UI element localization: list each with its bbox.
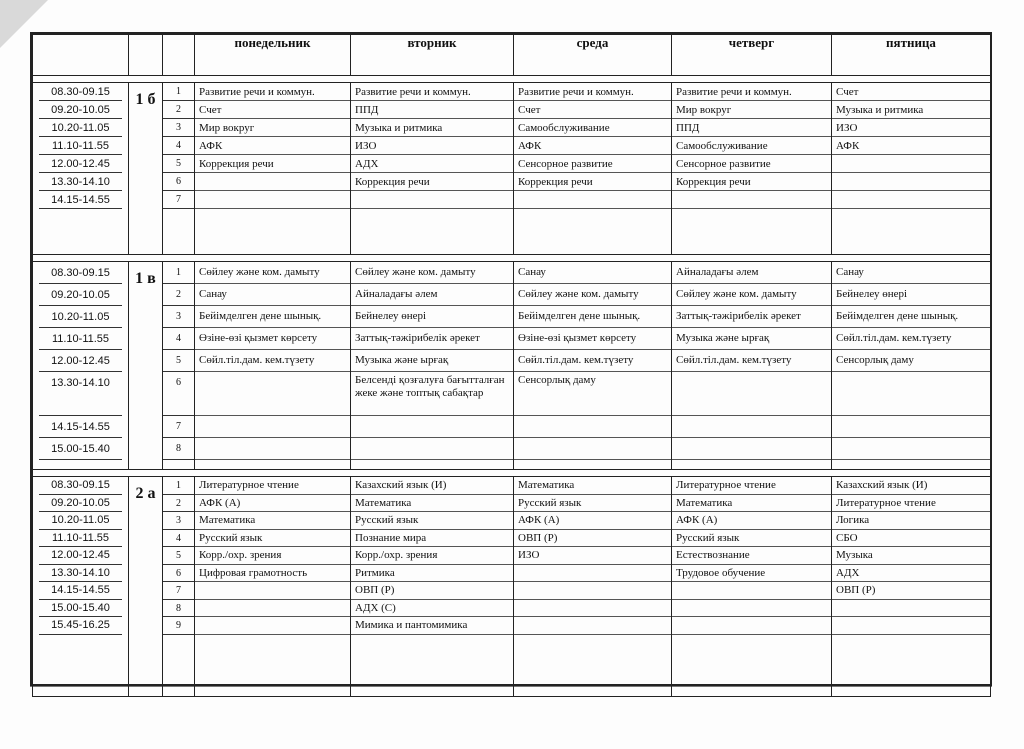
- lesson-number: 1: [163, 477, 194, 495]
- class-block-1b: [33, 83, 991, 255]
- lesson-subject: [195, 438, 350, 460]
- lesson-subject: Сөйл.тіл.дам. кем.түзету: [672, 350, 831, 372]
- lesson-subject: Развитие речи и коммун.: [351, 83, 513, 101]
- header-row: [33, 35, 991, 76]
- time-slot: 15.00-15.40: [39, 438, 122, 460]
- lesson-subject: Математика: [351, 495, 513, 513]
- lesson-subject: Белсенді қозғалуға бағытталған жеке және топтық сабақтар: [351, 372, 513, 416]
- lesson-subject: Самообслуживание: [514, 119, 671, 137]
- lesson-subject: Казахский язык (И): [832, 477, 990, 495]
- lesson-subject: Самообслуживание: [672, 137, 831, 155]
- lesson-subject: АФК: [195, 137, 350, 155]
- lesson-subject: [832, 600, 990, 618]
- time-slot: 10.20-11.05: [39, 306, 122, 328]
- time-slot: 15.45-16.25: [39, 617, 122, 635]
- lesson-subject: ОВП (Р): [832, 582, 990, 600]
- time-slot: 09.20-10.05: [39, 101, 122, 119]
- lesson-subject: Санау: [832, 262, 990, 284]
- lesson-number: 2: [163, 101, 194, 119]
- lesson-subject: Коррекция речи: [195, 155, 350, 173]
- lesson-number: 8: [163, 438, 194, 460]
- lesson-subject: [195, 372, 350, 416]
- time-slot: 12.00-12.45: [39, 350, 122, 372]
- lesson-subject: Музыка и ритмика: [832, 101, 990, 119]
- lesson-subject: Сөйлеу және ком. дамыту: [672, 284, 831, 306]
- schedule-table: [32, 34, 991, 697]
- lesson-subject: Заттық-тәжірибелік әрекет: [672, 306, 831, 328]
- lesson-subject: [514, 582, 671, 600]
- lesson-subject: [832, 173, 990, 191]
- time-slot: 14.15-14.55: [39, 416, 122, 438]
- lesson-subject: Цифровая грамотность: [195, 565, 350, 583]
- day-cell: [672, 477, 832, 697]
- times-cell: [33, 477, 129, 697]
- lesson-subject: Развитие речи и коммун.: [195, 83, 350, 101]
- day-cell: [514, 477, 672, 697]
- time-slot: 11.10-11.55: [39, 137, 122, 155]
- day-cell: [672, 83, 832, 255]
- time-slot: 13.30-14.10: [39, 372, 122, 416]
- lesson-subject: АДХ (С): [351, 600, 513, 618]
- lesson-number: 5: [163, 350, 194, 372]
- lesson-subject: Музыка және ырғақ: [672, 328, 831, 350]
- day-cell: [195, 83, 351, 255]
- lesson-subject: Өзіне-өзі қызмет көрсету: [514, 328, 671, 350]
- lesson-subject: [351, 438, 513, 460]
- lesson-number: 4: [163, 137, 194, 155]
- lesson-subject: Развитие речи и коммун.: [514, 83, 671, 101]
- time-slot: 11.10-11.55: [39, 530, 122, 548]
- lesson-subject: Сенсорное развитие: [514, 155, 671, 173]
- lesson-subject: ОВП (Р): [514, 530, 671, 548]
- lesson-subject: Коррекция речи: [672, 173, 831, 191]
- lesson-subject: Мир вокруг: [672, 101, 831, 119]
- lesson-subject: Литературное чтение: [832, 495, 990, 513]
- lesson-subject: Бейімделген дене шынық.: [195, 306, 350, 328]
- lesson-number: 6: [163, 372, 194, 416]
- lesson-number: 5: [163, 547, 194, 565]
- lesson-subject: Сөйл.тіл.дам. кем.түзету: [195, 350, 350, 372]
- lesson-subject: ППД: [672, 119, 831, 137]
- day-cell: [514, 83, 672, 255]
- lesson-subject: Сенсорлық даму: [832, 350, 990, 372]
- numbers-cell: [163, 477, 195, 697]
- lesson-number: 1: [163, 83, 194, 101]
- lesson-subject: [195, 582, 350, 600]
- lesson-subject: Корр./охр. зрения: [351, 547, 513, 565]
- time-slot: 09.20-10.05: [39, 495, 122, 513]
- lesson-subject: [832, 372, 990, 416]
- time-slot: 10.20-11.05: [39, 512, 122, 530]
- lesson-subject: Заттық-тәжірибелік әрекет: [351, 328, 513, 350]
- lesson-subject: [195, 617, 350, 635]
- day-header-friday: пятница: [832, 35, 991, 76]
- lesson-subject: Математика: [672, 495, 831, 513]
- day-cell: [195, 262, 351, 470]
- lesson-subject: Бейнелеу өнері: [351, 306, 513, 328]
- lesson-subject: Математика: [195, 512, 350, 530]
- lesson-subject: Бейнелеу өнері: [832, 284, 990, 306]
- lesson-subject: ОВП (Р): [351, 582, 513, 600]
- lesson-subject: Логика: [832, 512, 990, 530]
- lesson-subject: [351, 191, 513, 209]
- block-gap: [33, 76, 991, 83]
- lesson-subject: АФК: [514, 137, 671, 155]
- lesson-subject: Мимика и пантомимика: [351, 617, 513, 635]
- header-time-col: [33, 35, 129, 76]
- lesson-subject: [672, 438, 831, 460]
- time-slot: 12.00-12.45: [39, 547, 122, 565]
- day-cell: [672, 262, 832, 470]
- time-slot: 11.10-11.55: [39, 328, 122, 350]
- lesson-subject: [832, 416, 990, 438]
- lesson-subject: [672, 617, 831, 635]
- lesson-subject: [514, 565, 671, 583]
- lesson-subject: Развитие речи и коммун.: [672, 83, 831, 101]
- lesson-number: 7: [163, 191, 194, 209]
- lesson-subject: [195, 191, 350, 209]
- time-slot: 14.15-14.55: [39, 191, 122, 209]
- lesson-number: 3: [163, 512, 194, 530]
- lesson-number: 6: [163, 565, 194, 583]
- class-label: 1 б: [135, 91, 156, 108]
- lesson-subject: Сөйл.тіл.дам. кем.түзету: [514, 350, 671, 372]
- lesson-subject: ППД: [351, 101, 513, 119]
- lesson-subject: Познание мира: [351, 530, 513, 548]
- lesson-subject: ИЗО: [514, 547, 671, 565]
- time-slot: 10.20-11.05: [39, 119, 122, 137]
- lesson-subject: Сенсорное развитие: [672, 155, 831, 173]
- lesson-subject: Бейімделген дене шынық.: [832, 306, 990, 328]
- lesson-subject: Счет: [195, 101, 350, 119]
- time-slot: 13.30-14.10: [39, 565, 122, 583]
- lesson-subject: Санау: [195, 284, 350, 306]
- lesson-subject: [514, 416, 671, 438]
- time-slot: 15.00-15.40: [39, 600, 122, 618]
- block-gap: [33, 255, 991, 262]
- lesson-subject: [351, 416, 513, 438]
- time-slot: 09.20-10.05: [39, 284, 122, 306]
- lesson-subject: Бейімделген дене шынық.: [514, 306, 671, 328]
- class-block-2a: [33, 477, 991, 697]
- lesson-subject: [672, 582, 831, 600]
- day-cell: [514, 262, 672, 470]
- lesson-number: 2: [163, 495, 194, 513]
- lesson-subject: Сенсорлық даму: [514, 372, 671, 416]
- lesson-subject: [832, 438, 990, 460]
- lesson-subject: [195, 600, 350, 618]
- day-header-tuesday: вторник: [351, 35, 514, 76]
- lesson-subject: [514, 438, 671, 460]
- lesson-number: 4: [163, 328, 194, 350]
- time-slot: 08.30-09.15: [39, 83, 122, 101]
- day-cell: [832, 477, 991, 697]
- lesson-subject: Русский язык: [195, 530, 350, 548]
- lesson-subject: АФК (А): [672, 512, 831, 530]
- lesson-subject: Айналадағы әлем: [672, 262, 831, 284]
- day-cell: [832, 83, 991, 255]
- lesson-number: 3: [163, 306, 194, 328]
- header-class-col: [129, 35, 163, 76]
- times-cell: [33, 83, 129, 255]
- lesson-subject: Счет: [514, 101, 671, 119]
- time-slot: 13.30-14.10: [39, 173, 122, 191]
- lesson-subject: АДХ: [351, 155, 513, 173]
- lesson-subject: Коррекция речи: [351, 173, 513, 191]
- lesson-subject: [832, 191, 990, 209]
- header-number-col: [163, 35, 195, 76]
- lesson-number: 7: [163, 582, 194, 600]
- day-cell: [351, 83, 514, 255]
- lesson-subject: Корр./охр. зрения: [195, 547, 350, 565]
- lesson-subject: Сөйлеу және ком. дамыту: [195, 262, 350, 284]
- lesson-subject: Ритмика: [351, 565, 513, 583]
- lesson-subject: Сөйл.тіл.дам. кем.түзету: [832, 328, 990, 350]
- lesson-subject: [832, 617, 990, 635]
- times-cell: [33, 262, 129, 470]
- lesson-subject: [195, 416, 350, 438]
- schedule-sheet: [30, 32, 992, 686]
- lesson-subject: [514, 600, 671, 618]
- class-cell: [129, 83, 163, 255]
- day-cell: [832, 262, 991, 470]
- lesson-subject: Санау: [514, 262, 671, 284]
- time-slot: 12.00-12.45: [39, 155, 122, 173]
- class-label: 1 в: [135, 270, 156, 287]
- lesson-subject: Айналадағы әлем: [351, 284, 513, 306]
- class-block-1v: [33, 262, 991, 470]
- class-label: 2 а: [135, 485, 156, 502]
- day-cell: [351, 477, 514, 697]
- lesson-subject: Русский язык: [351, 512, 513, 530]
- lesson-subject: Трудовое обучение: [672, 565, 831, 583]
- lesson-number: 8: [163, 600, 194, 618]
- day-header-thursday: четверг: [672, 35, 832, 76]
- day-cell: [195, 477, 351, 697]
- lesson-subject: Русский язык: [672, 530, 831, 548]
- lesson-subject: [514, 191, 671, 209]
- day-header-wednesday: среда: [514, 35, 672, 76]
- lesson-subject: Сөйлеу және ком. дамыту: [514, 284, 671, 306]
- lesson-subject: Литературное чтение: [195, 477, 350, 495]
- block-gap: [33, 470, 991, 477]
- time-slot: 08.30-09.15: [39, 262, 122, 284]
- lesson-subject: [672, 600, 831, 618]
- lesson-number: 9: [163, 617, 194, 635]
- lesson-subject: Естествознание: [672, 547, 831, 565]
- lesson-subject: АДХ: [832, 565, 990, 583]
- lesson-subject: АФК: [832, 137, 990, 155]
- numbers-cell: [163, 262, 195, 470]
- lesson-number: 1: [163, 262, 194, 284]
- lesson-subject: Русский язык: [514, 495, 671, 513]
- lesson-number: 2: [163, 284, 194, 306]
- class-cell: [129, 477, 163, 697]
- lesson-subject: Литературное чтение: [672, 477, 831, 495]
- numbers-cell: [163, 83, 195, 255]
- lesson-number: 7: [163, 416, 194, 438]
- class-cell: [129, 262, 163, 470]
- time-slot: 14.15-14.55: [39, 582, 122, 600]
- lesson-subject: Казахский язык (И): [351, 477, 513, 495]
- lesson-subject: [672, 372, 831, 416]
- lesson-subject: [832, 155, 990, 173]
- lesson-subject: Математика: [514, 477, 671, 495]
- lesson-subject: [195, 173, 350, 191]
- day-cell: [351, 262, 514, 470]
- lesson-number: 6: [163, 173, 194, 191]
- lesson-number: 5: [163, 155, 194, 173]
- lesson-subject: Музыка и ритмика: [351, 119, 513, 137]
- lesson-number: 3: [163, 119, 194, 137]
- day-header-monday: понедельник: [195, 35, 351, 76]
- lesson-subject: СБО: [832, 530, 990, 548]
- lesson-subject: Музыка: [832, 547, 990, 565]
- time-slot: 08.30-09.15: [39, 477, 122, 495]
- lesson-subject: Коррекция речи: [514, 173, 671, 191]
- lesson-subject: Өзіне-өзі қызмет көрсету: [195, 328, 350, 350]
- lesson-subject: АФК (А): [514, 512, 671, 530]
- lesson-number: 4: [163, 530, 194, 548]
- lesson-subject: [672, 191, 831, 209]
- lesson-subject: АФК (А): [195, 495, 350, 513]
- lesson-subject: Счет: [832, 83, 990, 101]
- lesson-subject: Сөйлеу және ком. дамыту: [351, 262, 513, 284]
- lesson-subject: ИЗО: [351, 137, 513, 155]
- lesson-subject: [514, 617, 671, 635]
- lesson-subject: Мир вокруг: [195, 119, 350, 137]
- lesson-subject: [672, 416, 831, 438]
- lesson-subject: ИЗО: [832, 119, 990, 137]
- lesson-subject: Музыка және ырғақ: [351, 350, 513, 372]
